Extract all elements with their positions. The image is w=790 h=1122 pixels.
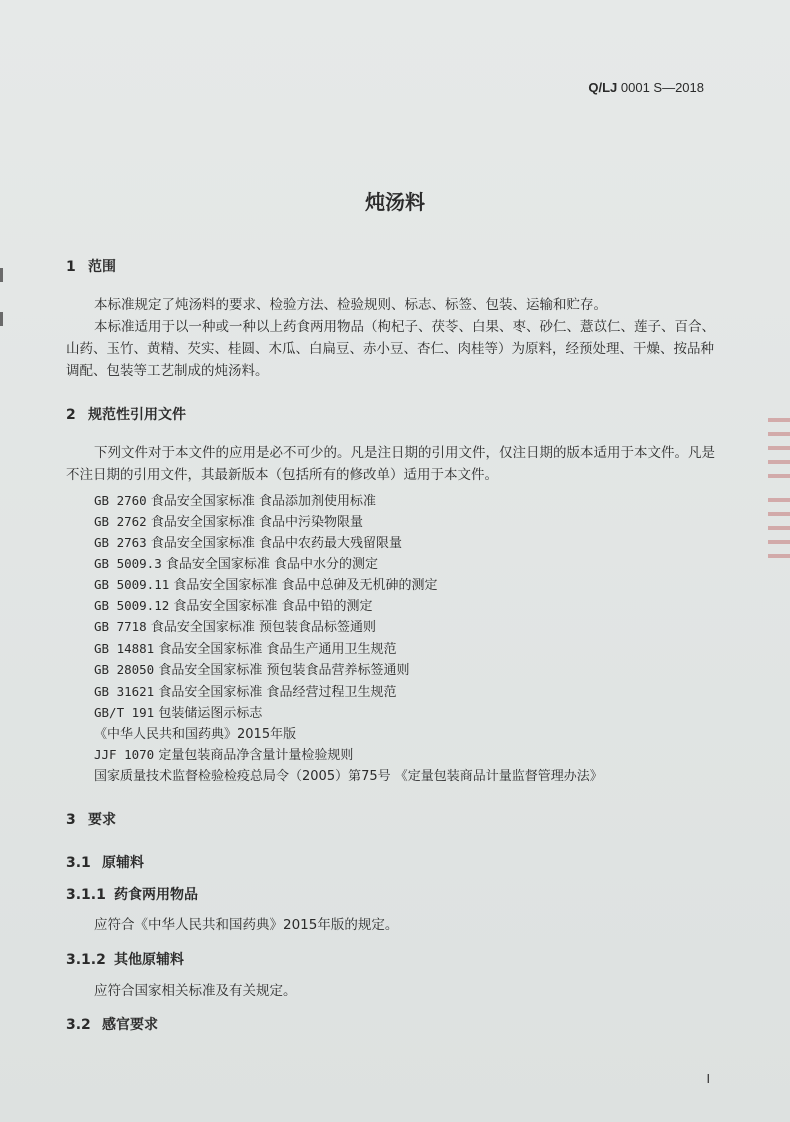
- reference-item: JJF 1070 定量包装商品净含量计量检验规则: [94, 747, 354, 763]
- paragraph-text: 本标准适用于以一种或一种以上药食两用物品（枸杞子、茯苓、白果、枣、砂仁、薏苡仁、莲子、百合、山药、玉竹、黄精、芡实、桂圆、木瓜、白扁豆、赤小豆、杏仁、肉桂等）为原料，经预处理、干燥、按品种调配、包装等工艺制成的炖汤料。: [66, 319, 715, 379]
- scope-paragraph-1: [66, 294, 718, 316]
- reference-item: GB 2760 食品安全国家标准 食品添加剂使用标准: [94, 493, 376, 509]
- paragraph-text: 应符合国家相关标准及有关规定。: [94, 983, 297, 999]
- section-title: 范围: [88, 259, 116, 275]
- reference-item: GB 5009.3 食品安全国家标准 食品中水分的测定: [94, 556, 378, 572]
- seal-stamp-fragment: [768, 488, 790, 558]
- document-code-number: 0001 S—2018: [617, 80, 704, 95]
- section-title: 药食两用物品: [114, 887, 198, 903]
- paragraph-text: 下列文件对于本文件的应用是必不可少的。凡是注日期的引用文件，仅注日期的版本适用于本文件。凡是不注日期的引用文件，其最新版本（包括所有的修改单）适用于本文件。: [66, 445, 715, 483]
- section-number: 2: [66, 407, 76, 423]
- section-number: 3.1.2: [66, 952, 106, 968]
- section-number: 3.1: [66, 855, 91, 871]
- references-intro-paragraph: [66, 442, 718, 486]
- document-code: [588, 80, 704, 95]
- section-heading-1: [66, 256, 116, 276]
- seal-stamp-fragment: [768, 408, 790, 478]
- paragraph-text: 本标准规定了炖汤料的要求、检验方法、检验规则、标志、标签、包装、运输和贮存。: [94, 297, 607, 313]
- page-number: I: [706, 1072, 710, 1086]
- reference-item: GB 2763 食品安全国家标准 食品中农药最大残留限量: [94, 535, 402, 551]
- subsection-heading-3-1: [66, 852, 144, 872]
- section-title: 感官要求: [102, 1017, 158, 1033]
- reference-item: GB 2762 食品安全国家标准 食品中污染物限量: [94, 514, 363, 530]
- section-number: 3: [66, 812, 76, 828]
- section-number: 3.1.1: [66, 887, 106, 903]
- section-heading-2: [66, 404, 186, 424]
- section-title: 规范性引用文件: [88, 407, 186, 423]
- scope-paragraph-2: [66, 316, 718, 382]
- section-number: 3.2: [66, 1017, 91, 1033]
- reference-item: GB 14881 食品安全国家标准 食品生产通用卫生规范: [94, 641, 397, 657]
- subsection-heading-3-1-1: [66, 884, 198, 904]
- reference-item: GB 28050 食品安全国家标准 预包装食品营养标签通则: [94, 662, 410, 678]
- subsection-paragraph: [66, 914, 718, 936]
- section-title: 其他原辅料: [114, 952, 184, 968]
- reference-item: 《中华人民共和国药典》2015年版: [94, 727, 297, 742]
- subsection-heading-3-2: [66, 1014, 158, 1034]
- scan-mark: [0, 312, 3, 326]
- section-heading-3: [66, 809, 116, 829]
- reference-item: GB 7718 食品安全国家标准 预包装食品标签通则: [94, 619, 376, 635]
- section-title: 原辅料: [102, 855, 144, 871]
- subsection-paragraph: [66, 980, 718, 1002]
- reference-item: 国家质量技术监督检验检疫总局令（2005）第75号 《定量包装商品计量监督管理办法》: [94, 769, 603, 784]
- section-number: 1: [66, 259, 76, 275]
- reference-item: GB 5009.11 食品安全国家标准 食品中总砷及无机砷的测定: [94, 577, 438, 593]
- scan-mark: [0, 268, 3, 282]
- document-code-prefix: Q/LJ: [588, 80, 618, 95]
- reference-item: GB 5009.12 食品安全国家标准 食品中铅的测定: [94, 598, 373, 614]
- reference-item: GB/T 191 包装储运图示标志: [94, 705, 263, 721]
- subsection-heading-3-1-2: [66, 949, 184, 969]
- reference-item: GB 31621 食品安全国家标准 食品经营过程卫生规范: [94, 684, 397, 700]
- section-title: 要求: [88, 812, 116, 828]
- document-title: 炖汤料: [365, 190, 425, 214]
- paragraph-text: 应符合《中华人民共和国药典》2015年版的规定。: [94, 917, 399, 933]
